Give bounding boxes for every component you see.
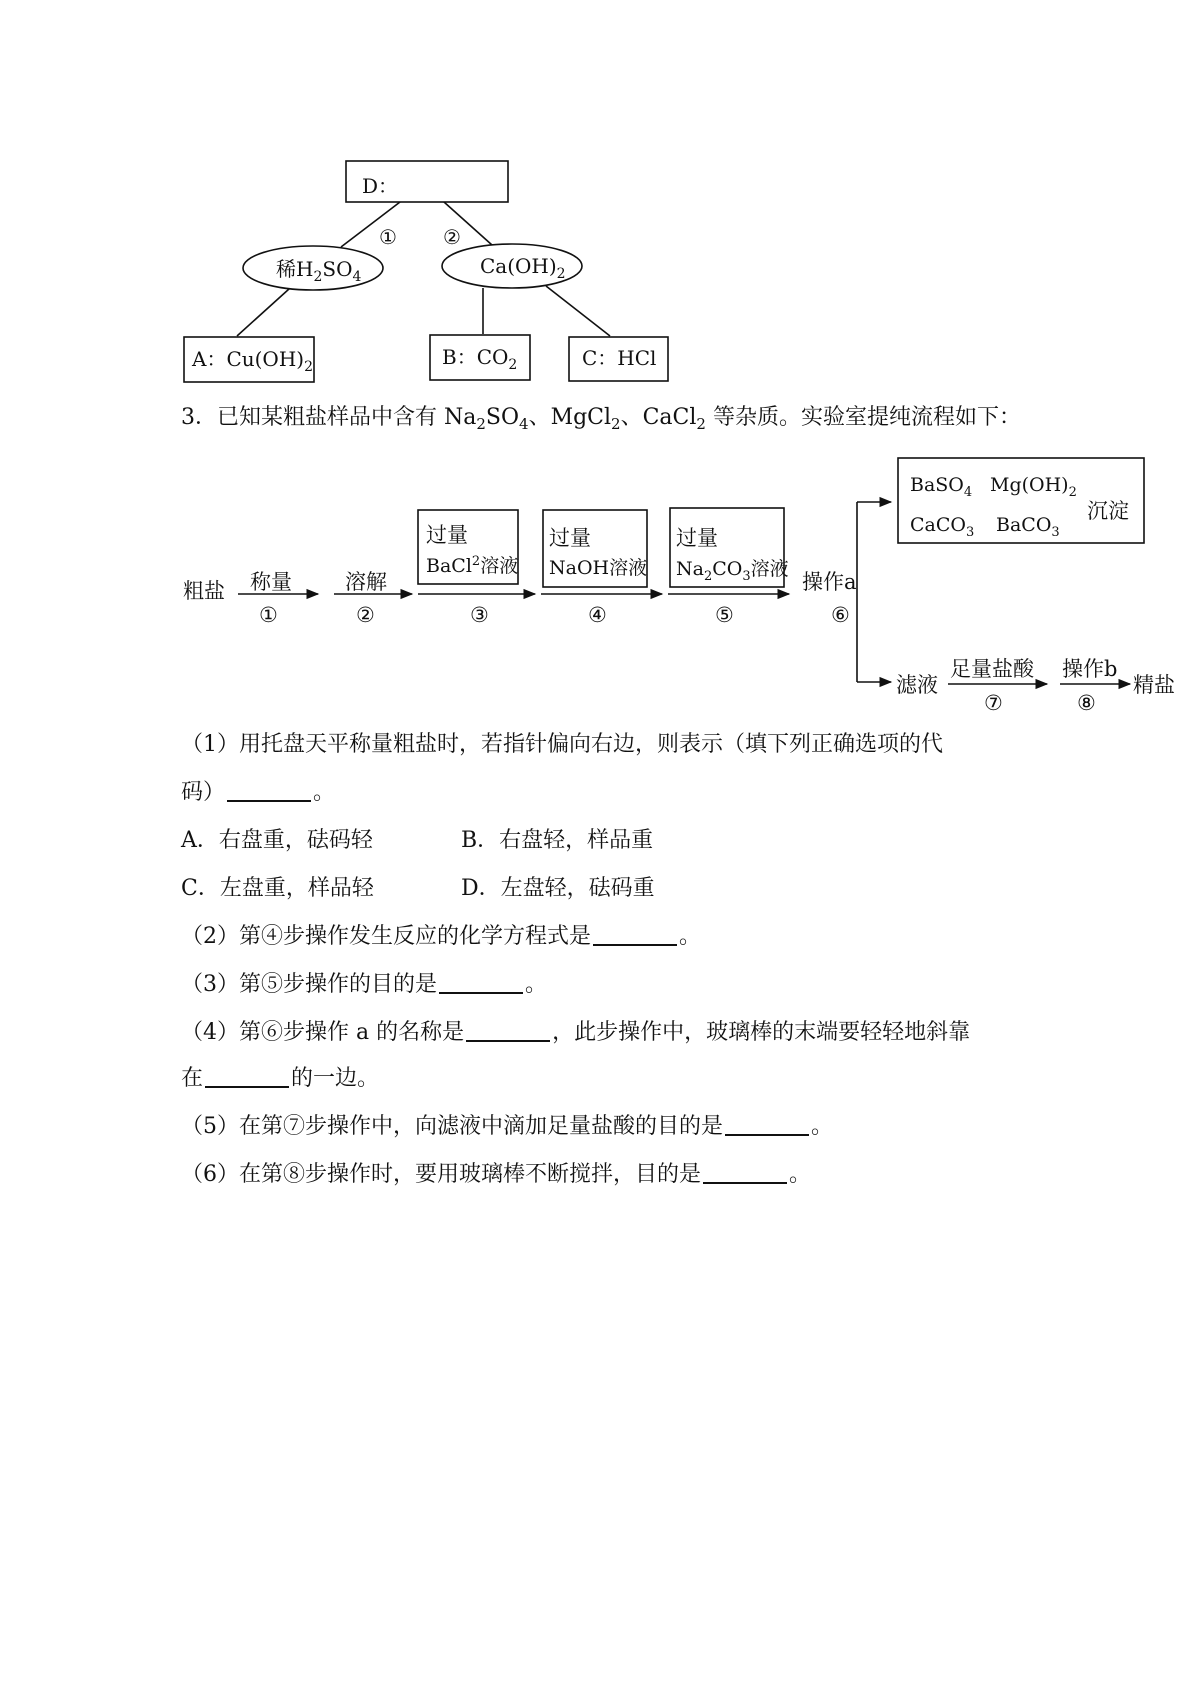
step-3-line2: BaCl$^2$溶液	[426, 554, 519, 577]
flow-start: 粗盐	[183, 579, 225, 603]
step-1-num: ①	[259, 603, 278, 627]
precip-baco3: BaCO$_3$	[996, 514, 1060, 540]
edge-2-label: ②	[443, 225, 461, 249]
precip-caco3: CaCO$_3$	[910, 514, 975, 540]
step-8-num: ⑧	[1077, 691, 1096, 715]
step-5-num: ⑤	[715, 603, 734, 627]
options-row-ab	[181, 826, 653, 856]
answer-blank-2[interactable]	[593, 924, 677, 946]
step-8-label: 操作b	[1062, 657, 1118, 681]
answer-blank-6[interactable]	[703, 1162, 787, 1184]
box-c-label: C：HCl	[582, 346, 657, 370]
precip-mgoh2: $Mg(OH)_2$	[990, 474, 1077, 500]
step-4-line1: 过量	[549, 526, 591, 550]
flow-end: 精盐	[1133, 673, 1175, 697]
q4-line1: （4）第⑥步操作 a 的名称是 ，此步操作中，玻璃棒的末端要轻轻地斜靠	[181, 1020, 971, 1045]
answer-blank-4b[interactable]	[205, 1066, 289, 1088]
question-intro: 3．已知某粗盐样品中含有 $Na_2SO_4$、MgCl$_2$、CaCl$_2$ 等杂质。实验室提纯流程如下：	[181, 405, 1021, 433]
step-6-num: ⑥	[831, 603, 850, 627]
oval-h2so4-label: 稀$H_2SO_4$	[276, 257, 362, 285]
step-7-label: 足量盐酸	[950, 657, 1034, 681]
option-a[interactable]: A．右盘重，砝码轻	[181, 828, 373, 853]
option-d[interactable]: D．左盘轻，砝码重	[461, 876, 655, 901]
q1-line1: （1）用托盘天平称量粗盐时，若指针偏向右边，则表示（填下列正确选项的代	[181, 732, 943, 757]
box-d-label: D：	[362, 174, 399, 198]
box-a-label: A：$Cu(OH)_2$	[192, 347, 313, 375]
step-2-num: ②	[356, 603, 375, 627]
answer-blank-1[interactable]	[227, 780, 311, 802]
step-5-line2: $Na_2CO_3$溶液	[676, 558, 789, 584]
answer-blank-5[interactable]	[725, 1114, 809, 1136]
option-b[interactable]: B．右盘轻，样品重	[461, 828, 654, 853]
filtrate-label: 滤液	[896, 673, 938, 697]
q4-line2: 在 的一边。	[181, 1066, 380, 1091]
step-1-label: 称量	[250, 570, 292, 594]
step-5-line1: 过量	[676, 526, 718, 550]
answer-blank-4a[interactable]	[466, 1020, 550, 1042]
precip-baso4: BaSO$_4$	[910, 474, 973, 500]
step-6-label: 操作a	[802, 570, 857, 594]
q5: （5）在第⑦步操作中，向滤液中滴加足量盐酸的目的是 。	[181, 1114, 834, 1139]
step-3-line1: 过量	[426, 523, 468, 547]
answer-blank-3[interactable]	[439, 972, 523, 994]
edge-1-label: ①	[379, 225, 397, 249]
diagrams	[0, 0, 1191, 740]
step-4-num: ④	[588, 603, 607, 627]
step-3-num: ③	[470, 603, 489, 627]
q3: （3）第⑤步操作的目的是 。	[181, 972, 548, 997]
step-4-line2: NaOH溶液	[549, 557, 648, 579]
q6: （6）在第⑧步操作时，要用玻璃棒不断搅拌，目的是 。	[181, 1162, 812, 1187]
box-b-label: B：$CO_2$	[442, 345, 518, 373]
step-7-num: ⑦	[984, 691, 1003, 715]
precip-label: 沉淀	[1087, 499, 1129, 523]
step-2-label: 溶解	[345, 570, 387, 594]
option-c[interactable]: C．左盘重，样品轻	[181, 876, 374, 901]
q2: （2）第④步操作发生反应的化学方程式是 。	[181, 924, 702, 949]
q1-line2: 码） 。	[181, 780, 336, 805]
oval-caoh2-label: $Ca(OH)_2$	[480, 254, 566, 282]
options-row-cd	[181, 874, 655, 904]
